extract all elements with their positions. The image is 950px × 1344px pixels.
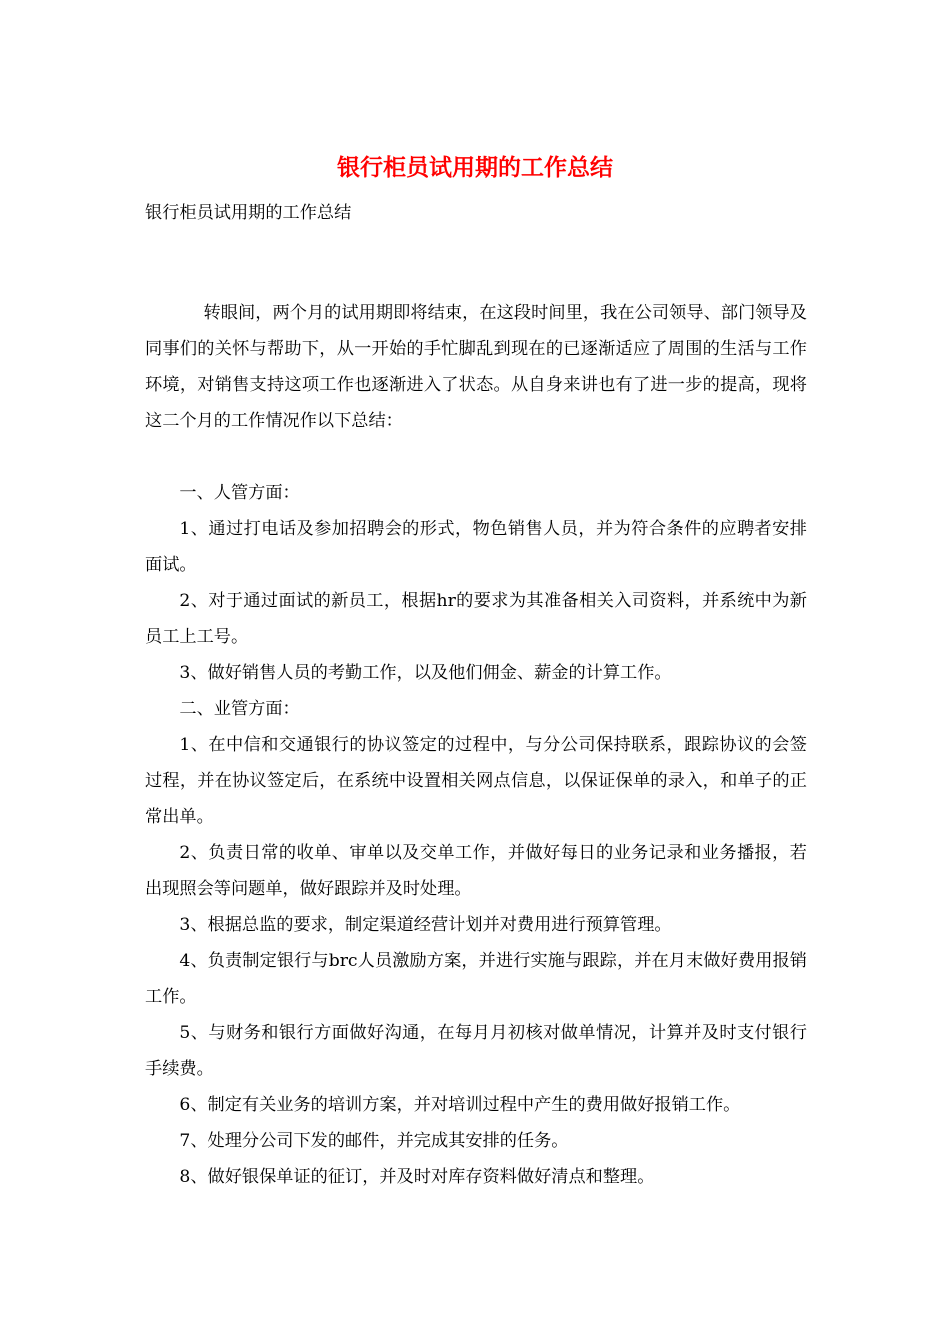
list-item: 5、与财务和银行方面做好沟通，在每月月初核对做单情况，计算并及时支付银行手续费。 [145, 1023, 807, 1079]
section-heading-business: 二、业管方面： [179, 699, 300, 719]
intro-paragraph: 转眼间，两个月的试用期即将结束，在这段时间里，我在公司领导、部门领导及同事们的关怀与帮助下，从一开始的手忙脚乱到现在的已逐渐适应了周围的生活与工作环境，对销售支持这项工作也逐渐进入了状态。从自身来讲也有了进一步的提高，现将这二个月的工作情况作以下总结： [145, 303, 807, 431]
list-item: 3、做好销售人员的考勤工作，以及他们佣金、薪金的计算工作。 [179, 663, 672, 683]
document-body [145, 295, 807, 1195]
list-item: 3、根据总监的要求，制定渠道经营计划并对费用进行预算管理。 [179, 915, 672, 935]
list-item: 4、负责制定银行与brc人员激励方案，并进行实施与跟踪，并在月末做好费用报销工作。 [145, 951, 807, 1007]
paragraph-spacer [145, 439, 807, 475]
list-item: 8、做好银保单证的征订，并及时对库存资料做好清点和整理。 [179, 1167, 655, 1187]
list-item: 1、通过打电话及参加招聘会的形式，物色销售人员，并为符合条件的应聘者安排面试。 [145, 519, 807, 575]
list-item: 2、对于通过面试的新员工，根据hr的要求为其准备相关入司资料，并系统中为新员工上工号。 [145, 591, 807, 647]
list-item: 2、负责日常的收单、审单以及交单工作，并做好每日的业务记录和业务播报，若出现照会等问题单，做好跟踪并及时处理。 [145, 843, 807, 899]
list-item: 1、在中信和交通银行的协议签定的过程中，与分公司保持联系，跟踪协议的会签过程，并在协议签定后，在系统中设置相关网点信息，以保证保单的录入，和单子的正常出单。 [145, 735, 807, 827]
section-heading-personnel: 一、人管方面： [179, 483, 300, 503]
list-item: 7、处理分公司下发的邮件，并完成其安排的任务。 [179, 1131, 569, 1151]
document-subtitle: 银行柜员试用期的工作总结 [145, 203, 352, 223]
list-item: 6、制定有关业务的培训方案，并对培训过程中产生的费用做好报销工作。 [179, 1095, 741, 1115]
document-title: 银行柜员试用期的工作总结 [337, 154, 613, 181]
